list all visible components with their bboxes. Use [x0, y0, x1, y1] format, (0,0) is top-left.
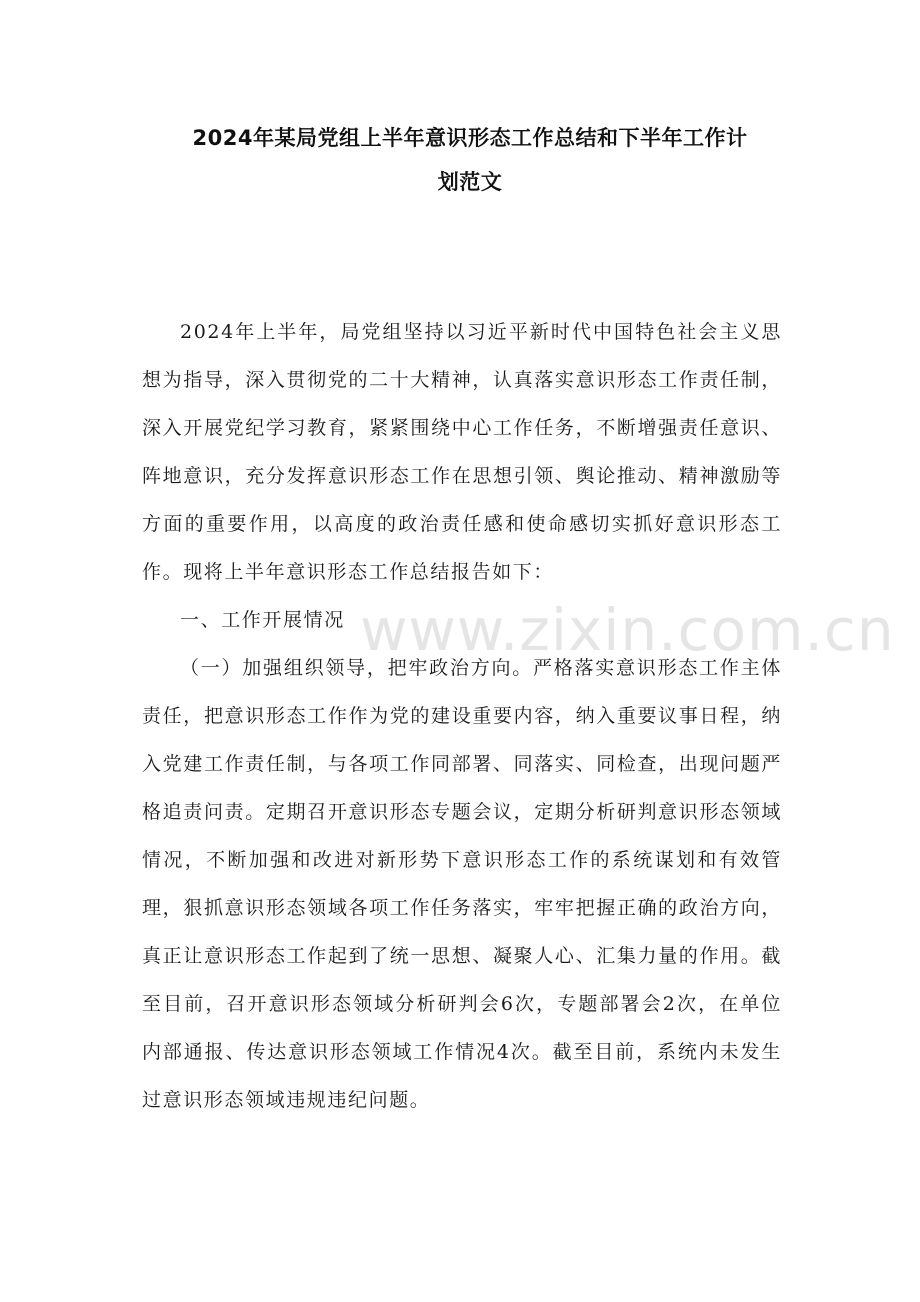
- watermark: www.zixin.com.cn: [360, 596, 895, 664]
- document-body: [142, 308, 782, 1124]
- subsection-paragraph: （一）加强组织领导，把牢政治方向。严格落实意识形态工作主体责任，把意识形态工作作为党的建设重要内容，纳入重要议事日程，纳入党建工作责任制，与各项工作同部署、同落实、同检查，出现问题严格追责问责。定期召开意识形态专题会议，定期分析研判意识形态领域情况，不断加强和改进对新形势下意识形态工作的系统谋划和有效管理，狠抓意识形态领域各项工作任务落实，牢牢把握正确的政治方向，真正让意识形态工作起到了统一思想、凝聚人心、汇集力量的作用。截至目前，召开意识形态领域分析研判会6次，专题部署会2次，在单位内部通报、传达意识形态领域工作情况4次。截至目前，系统内未发生过意识形态领域违规违纪问题。: [142, 657, 782, 1111]
- title-line-1: 2024年某局党组上半年意识形态工作总结和下半年工作计: [192, 126, 748, 150]
- title-line-2: 划范文: [437, 170, 503, 194]
- intro-paragraph: 2024年上半年，局党组坚持以习近平新时代中国特色社会主义思想为指导，深入贯彻党的二十大精神，认真落实意识形态工作责任制，深入开展党纪学习教育，紧紧围绕中心工作任务，不断增强责任意识、阵地意识，充分发挥意识形态工作在思想引领、舆论推动、精神激励等方面的重要作用，以高度的政治责任感和使命感切实抓好意识形态工作。现将上半年意识形态工作总结报告如下：: [142, 321, 782, 583]
- document-title: [150, 116, 790, 204]
- section-heading: 一、工作开展情况: [180, 609, 345, 631]
